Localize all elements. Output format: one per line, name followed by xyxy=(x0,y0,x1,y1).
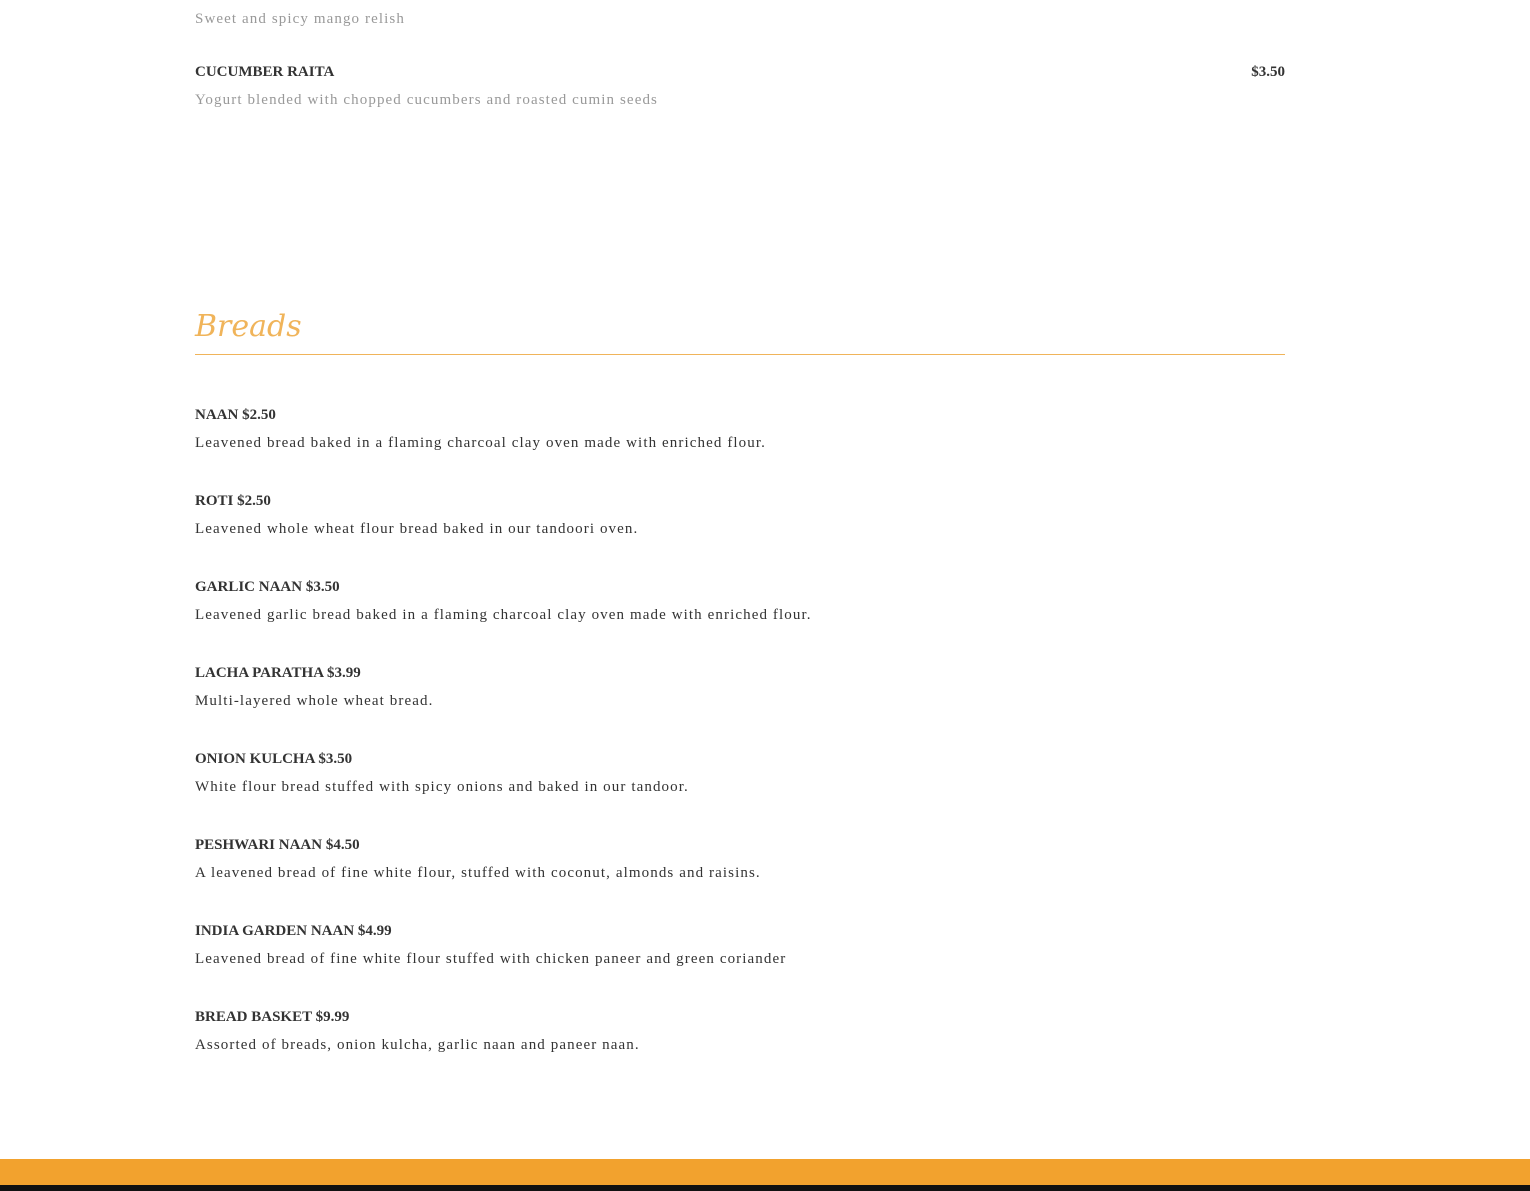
menu-item-description: Leavened whole wheat flour bread baked in our tandoori oven. xyxy=(195,521,639,537)
menu-item-description: Leavened bread baked in a flaming charcoal clay oven made with enriched flour. xyxy=(195,435,766,451)
menu-item-description: Assorted of breads, onion kulcha, garlic naan and paneer naan. xyxy=(195,1037,640,1053)
menu-item-header xyxy=(195,62,1285,82)
menu-item-heading: LACHA PARATHA $3.99 xyxy=(195,665,361,681)
section-title-breads: Breads xyxy=(195,306,1285,355)
menu-item-heading: ROTI $2.50 xyxy=(195,493,271,509)
menu-item-heading: GARLIC NAAN $3.50 xyxy=(195,579,340,595)
menu-item-name: CUCUMBER RAITA xyxy=(195,64,335,80)
mango-relish-description: Sweet and spicy mango relish xyxy=(195,11,405,27)
menu-item xyxy=(195,921,1285,1007)
breads-list xyxy=(195,405,1285,1093)
menu-item-heading: PESHWARI NAAN $4.50 xyxy=(195,837,360,853)
menu-item xyxy=(195,749,1285,835)
menu-item xyxy=(195,405,1285,491)
footer-bar xyxy=(0,1159,1530,1185)
menu-item-heading: BREAD BASKET $9.99 xyxy=(195,1009,350,1025)
menu-item xyxy=(195,1007,1285,1093)
menu-item xyxy=(195,491,1285,577)
menu-item-description: White flour bread stuffed with spicy onions and baked in our tandoor. xyxy=(195,779,689,795)
menu-item-description: Leavened garlic bread baked in a flaming charcoal clay oven made with enriched flour. xyxy=(195,607,812,623)
menu-item-description: Leavened bread of fine white flour stuffed with chicken paneer and green coriander xyxy=(195,951,787,967)
menu-item-description: A leavened bread of fine white flour, stuffed with coconut, almonds and raisins. xyxy=(195,865,761,881)
menu-item xyxy=(195,663,1285,749)
footer-bottom-strip xyxy=(0,1185,1530,1191)
menu-item-description: Multi-layered whole wheat bread. xyxy=(195,693,434,709)
menu-item-price: $3.50 xyxy=(1251,64,1285,80)
menu-item-heading: NAAN $2.50 xyxy=(195,407,276,423)
menu-item-cucumber-raita xyxy=(195,62,1285,110)
menu-item-description: Yogurt blended with chopped cucumbers and roasted cumin seeds xyxy=(195,92,658,108)
menu-item xyxy=(195,835,1285,921)
menu-item-heading: INDIA GARDEN NAAN $4.99 xyxy=(195,923,392,939)
menu-item-heading: ONION KULCHA $3.50 xyxy=(195,751,353,767)
menu-item xyxy=(195,577,1285,663)
